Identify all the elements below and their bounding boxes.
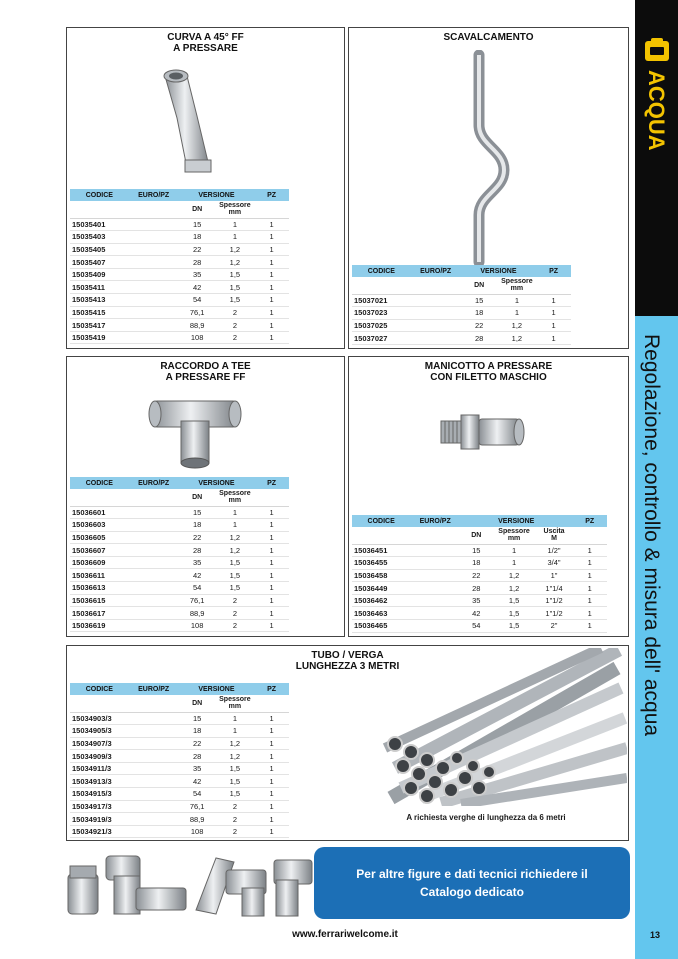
product-code: 15035417 [70,319,129,332]
table-cell: 1 [216,712,255,725]
product-code: 15035413 [70,294,129,307]
table-cell [129,331,179,344]
table-row [70,231,289,244]
product-code: 15036615 [70,594,129,607]
table-cell: 1 [254,594,289,607]
table-row [70,281,289,294]
table-cell: 1 [216,506,255,519]
table-cell: 1"1/2 [536,607,573,620]
table-cell: 1 [254,531,289,544]
table-row [70,825,289,838]
table-cell: 2 [216,619,255,632]
table-cell: 35 [460,594,492,607]
table-row [70,506,289,519]
table-cell [129,750,179,763]
product-code: 15034919/3 [70,813,129,826]
table-cell [411,332,461,345]
table-cell: 22 [460,569,492,582]
table-cell: 1,2 [216,256,255,269]
table-cell: 1 [254,331,289,344]
table-cell: 2 [216,800,255,813]
table-cell: 28 [179,256,216,269]
svg-text:ACQUA: ACQUA [644,70,669,151]
tee-fitting-image [145,391,245,471]
table-cell: 22 [461,319,498,332]
product-code: 15035405 [70,243,129,256]
table-cell: 2 [216,594,255,607]
table-cell: 1"1/4 [536,582,573,595]
table-row [70,218,289,231]
table-cell: 18 [460,557,492,570]
table-cell: 1 [216,725,255,738]
table-row [352,607,607,620]
table-cell: 1 [254,813,289,826]
product-code: 15036617 [70,607,129,620]
table-cell [129,531,179,544]
table-cell [129,243,179,256]
table-cell [411,319,461,332]
table-cell: 18 [179,725,216,738]
table-cell: 1 [216,218,255,231]
table-cell: 1 [254,582,289,595]
table-cell: 1,2 [498,319,537,332]
table-cell: 76,1 [179,594,216,607]
table-cell: 28 [460,582,492,595]
table-cell: 1,2 [492,582,535,595]
table-cell: 1 [572,544,607,557]
table-row [352,569,607,582]
panel-title: TUBO / VERGA LUNGHEZZA 3 METRI [295,650,400,672]
table-cell: 1 [254,800,289,813]
table-cell: 1,5 [492,620,535,633]
product-code: 15036613 [70,582,129,595]
table-cell: 1,5 [216,582,255,595]
table-cell [129,712,179,725]
product-code: 15036465 [352,620,410,633]
sidebar-black-band [635,0,678,316]
table-cell [129,319,179,332]
table-cell: 1 [254,556,289,569]
table-row [352,582,607,595]
table-cell [129,544,179,557]
product-code: 15035415 [70,306,129,319]
table-cell: 42 [179,281,216,294]
table-cell: 1 [572,569,607,582]
table-cell: 1 [572,557,607,570]
table-cell: 42 [179,569,216,582]
table-cell: 1 [216,231,255,244]
male-thread-coupling-image [437,407,527,457]
table-cell: 1 [254,319,289,332]
table-cell: 1 [536,332,571,345]
product-code: 15036605 [70,531,129,544]
product-code: 15034911/3 [70,762,129,775]
table-cell: 1 [254,775,289,788]
product-code: 15036603 [70,519,129,532]
table-row [70,607,289,620]
table-row [70,775,289,788]
table-cell: 88,9 [179,813,216,826]
table-cell [129,231,179,244]
table-row [70,256,289,269]
table-cell: 3/4" [536,557,573,570]
table-cell [129,813,179,826]
table-cell: 2 [216,306,255,319]
table-cell [129,762,179,775]
page-number: 13 [649,930,660,940]
panel-curva [66,27,345,349]
table-row [70,268,289,281]
table-cell [129,519,179,532]
table-cell [129,294,179,307]
table-cell: 54 [179,294,216,307]
table-row [70,544,289,557]
fittings-strip-image [66,848,316,920]
sidebar-blue-band [635,316,678,959]
panel-manicotto [348,356,629,637]
table-cell [410,594,460,607]
elbow-fitting-image [147,56,237,186]
panel-title: CURVA A 45° FF A PRESSARE [167,32,244,54]
table-cell: 28 [461,332,498,345]
table-cell: 108 [179,619,216,632]
table-cell: 22 [179,531,216,544]
table-cell: 22 [179,243,216,256]
table-row [70,556,289,569]
table-cell: 88,9 [179,607,216,620]
table-cell [129,619,179,632]
product-code: 15036607 [70,544,129,557]
table-cell: 1,2 [216,531,255,544]
table-cell: 1 [254,788,289,801]
product-code: 15034921/3 [70,825,129,838]
table-row [70,800,289,813]
spec-table: CODICE EURO/PZ VERSIONE PZ DN Spessore mm 15037021 15 1 1 15037023 18 1 1 15037025 22 1,2 1 15037027 28 1,2 1 [352,265,571,345]
table-cell [129,800,179,813]
product-code: 15034907/3 [70,737,129,750]
table-cell: 2 [216,825,255,838]
product-code: 15037027 [352,332,411,345]
table-row [70,813,289,826]
table-cell: 1,5 [216,268,255,281]
table-row [70,519,289,532]
product-code: 15034905/3 [70,725,129,738]
table-cell [410,607,460,620]
table-cell: 1 [254,268,289,281]
table-row [352,319,571,332]
product-code: 15036463 [352,607,410,620]
table-cell: 1,5 [216,775,255,788]
product-code: 15036451 [352,544,410,557]
table-cell: 22 [179,737,216,750]
table-row [70,306,289,319]
table-row [70,788,289,801]
table-cell: 1 [254,750,289,763]
table-cell [129,569,179,582]
table-cell: 1 [536,307,571,320]
pipe-bundle-image [381,648,627,806]
table-cell: 1 [498,294,537,307]
table-cell: 18 [179,231,216,244]
table-cell [129,725,179,738]
table-row [70,531,289,544]
table-row [352,307,571,320]
table-cell: 1,5 [216,788,255,801]
table-cell: 1 [572,594,607,607]
table-row [70,294,289,307]
table-cell [129,737,179,750]
product-code: 15036449 [352,582,410,595]
table-cell [129,268,179,281]
table-row [352,332,571,345]
table-cell: 1 [572,582,607,595]
table-cell: 2 [216,607,255,620]
spec-table: CODICE EURO/PZ VERSIONE PZ DN Spessore mm 15035401 15 1 1 15035403 18 1 1 15035405 22 1,2 1 15035407 28 1,2 1 15035409 35 1,5 1 15035411 42 1,5 1 15035413 54 1,5 1 15035415 76,1 2 1 15035417 88,9 2 1 15035419 108 2 1 [70,189,289,344]
product-code: 15036458 [352,569,410,582]
table-cell [410,557,460,570]
table-cell [410,569,460,582]
table-cell: 1,2 [216,243,255,256]
table-row [352,594,607,607]
panel-title: RACCORDO A TEE A PRESSARE FF [160,361,251,383]
table-cell [411,294,461,307]
table-cell: 1 [254,281,289,294]
table-cell [129,556,179,569]
table-cell: 2 [216,319,255,332]
product-code: 15034903/3 [70,712,129,725]
table-cell [129,788,179,801]
table-cell: 54 [460,620,492,633]
table-cell: 18 [179,519,216,532]
table-cell: 2 [216,331,255,344]
product-code: 15036455 [352,557,410,570]
table-row [70,619,289,632]
table-cell [410,544,460,557]
table-row [70,725,289,738]
table-cell: 2" [536,620,573,633]
table-cell: 1 [254,243,289,256]
table-row [70,319,289,332]
table-cell: 1 [254,569,289,582]
table-cell: 1,5 [216,556,255,569]
table-cell: 1 [492,544,535,557]
table-cell: 1 [572,607,607,620]
table-cell: 1/2" [536,544,573,557]
table-cell: 1 [498,307,537,320]
table-cell: 15 [461,294,498,307]
table-cell: 15 [179,712,216,725]
product-code: 15037023 [352,307,411,320]
table-cell: 1 [254,218,289,231]
table-cell: 1,2 [216,750,255,763]
table-cell: 1,5 [492,594,535,607]
table-cell: 108 [179,825,216,838]
table-cell: 15 [179,506,216,519]
table-cell: 42 [460,607,492,620]
product-code: 15036462 [352,594,410,607]
table-row [70,712,289,725]
table-cell: 108 [179,331,216,344]
table-cell: 18 [461,307,498,320]
table-cell: 1 [254,607,289,620]
category-sidebar [635,0,678,959]
table-cell: 28 [179,750,216,763]
table-row [70,737,289,750]
svg-text:Regolazione, controllo & misur: Regolazione, controllo & misura dell' acqua [640,334,663,737]
product-code: 15034915/3 [70,788,129,801]
product-code: 15037025 [352,319,411,332]
table-row [352,544,607,557]
table-cell: 1,5 [216,569,255,582]
table-cell: 1 [536,319,571,332]
table-cell: 1 [254,231,289,244]
spec-table: CODICE EURO/PZ VERSIONE PZ DN Spessore mm Uscita M 15036451 15 1 1/2" 1 15036455 18 1 3/4" 1 15036458 22 1,2 1" 1 15036449 28 1,2 1"1/4 1 15036462 35 1,5 1"1/2 1 15036463 42 1,5 1"1/2 1 15036465 54 1,5 2" 1 [352,515,607,633]
table-cell: 35 [179,556,216,569]
product-code: 15037021 [352,294,411,307]
table-cell: 15 [179,218,216,231]
category-label [641,70,671,180]
table-cell: 1 [536,294,571,307]
table-cell: 1,5 [492,607,535,620]
table-cell [129,506,179,519]
table-cell: 1 [254,762,289,775]
table-cell: 54 [179,582,216,595]
table-row [352,620,607,633]
table-cell: 1,2 [216,737,255,750]
panel-raccordo [66,356,345,637]
table-cell [129,825,179,838]
table-cell: 2 [216,813,255,826]
table-cell: 1 [492,557,535,570]
crossover-pipe-image [454,50,524,265]
product-code: 15035403 [70,231,129,244]
table-cell: 28 [179,544,216,557]
table-cell [129,582,179,595]
product-code: 15035409 [70,268,129,281]
table-row [70,331,289,344]
table-row [70,762,289,775]
spec-table: CODICE EURO/PZ VERSIONE PZ DN Spessore mm 15034903/3 15 1 1 15034905/3 18 1 1 15034907/3 22 1,2 1 15034909/3 28 1,2 1 15034911/3 35 1,5 1 15034913/3 42 1,5 1 15034915/3 54 1,5 1 15034917/3 76,1 2 1 15034919/3 88,9 2 1 15034921/3 108 2 1 [70,683,289,838]
table-cell [129,256,179,269]
table-cell: 15 [460,544,492,557]
spec-table: CODICE EURO/PZ VERSIONE PZ DN Spessore mm 15036601 15 1 1 15036603 18 1 1 15036605 22 1,2 1 15036607 28 1,2 1 15036609 35 1,5 1 15036611 42 1,5 1 15036613 54 1,5 1 15036615 76,1 2 1 15036617 88,9 2 1 15036619 108 2 1 [70,477,289,632]
table-cell: 35 [179,268,216,281]
table-cell: 1 [254,544,289,557]
panel-scavalcamento [348,27,629,349]
product-code: 15036601 [70,506,129,519]
table-cell: 1 [254,506,289,519]
table-cell [410,582,460,595]
table-cell: 1 [254,619,289,632]
table-cell: 1,5 [216,281,255,294]
table-row [70,243,289,256]
table-row [352,294,571,307]
table-row [70,582,289,595]
table-cell: 35 [179,762,216,775]
panel-title: SCAVALCAMENTO [443,32,534,43]
table-cell: 1 [216,519,255,532]
product-code: 15035407 [70,256,129,269]
table-cell: 1,2 [216,544,255,557]
section-title [635,316,678,959]
table-cell: 1 [254,825,289,838]
table-cell: 1 [254,712,289,725]
table-row [70,569,289,582]
faucet-icon [642,36,672,66]
table-cell [129,775,179,788]
website-link[interactable]: www.ferrariwelcome.it [292,929,398,940]
table-cell [411,307,461,320]
table-cell [410,620,460,633]
table-cell [129,594,179,607]
table-cell: 1,5 [216,294,255,307]
table-row [352,557,607,570]
table-cell: 76,1 [179,800,216,813]
product-code: 15035419 [70,331,129,344]
table-cell: 1 [254,256,289,269]
product-code: 15036619 [70,619,129,632]
table-cell [129,281,179,294]
table-cell: 1 [254,519,289,532]
table-cell: 76,1 [179,306,216,319]
table-cell: 1 [254,294,289,307]
table-cell: 1 [254,306,289,319]
product-code: 15036609 [70,556,129,569]
table-cell: 54 [179,788,216,801]
table-cell [129,218,179,231]
product-code: 15034913/3 [70,775,129,788]
panel-title: MANICOTTO A PRESSARE CON FILETTO MASCHIO [424,361,553,383]
panel-tubo [66,645,629,841]
product-code: 15035401 [70,218,129,231]
length-note: A richiesta verghe di lunghezza da 6 metri [406,813,566,822]
product-code: 15034909/3 [70,750,129,763]
table-row [70,594,289,607]
table-cell: 1,2 [492,569,535,582]
table-cell: 1,5 [216,762,255,775]
table-cell [129,607,179,620]
product-code: 15036611 [70,569,129,582]
table-row [70,750,289,763]
table-cell: 1,2 [498,332,537,345]
product-code: 15034917/3 [70,800,129,813]
table-cell [129,306,179,319]
table-cell: 1 [254,737,289,750]
table-cell: 88,9 [179,319,216,332]
table-cell: 1 [572,620,607,633]
catalog-promo-banner: Per altre figure e dati tecnici richiedere il Catalogo dedicato [314,847,630,919]
table-cell: 1"1/2 [536,594,573,607]
table-cell: 1 [254,725,289,738]
product-code: 15035411 [70,281,129,294]
table-cell: 1" [536,569,573,582]
table-cell: 42 [179,775,216,788]
